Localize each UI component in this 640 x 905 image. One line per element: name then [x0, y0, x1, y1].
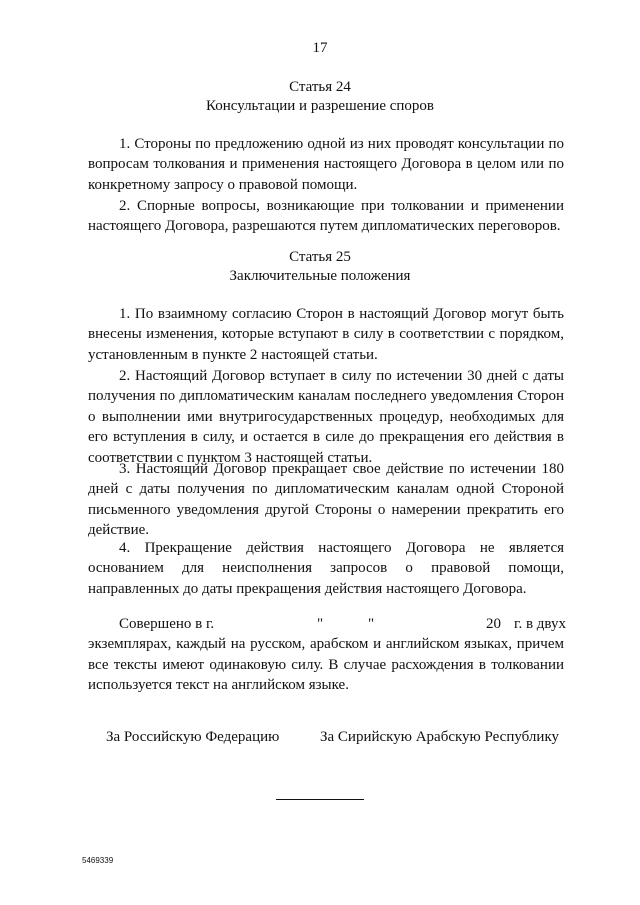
document-code: 5469339: [82, 856, 114, 865]
signature-line: [276, 799, 364, 800]
article-25-subtitle: Заключительные положения: [229, 268, 411, 284]
article-24-title: Статья 24: [289, 79, 351, 95]
quote-close: ": [368, 616, 375, 632]
article-24-subtitle: Консультации и разрешение споров: [205, 98, 435, 114]
completion-start: Совершено в г.: [119, 616, 215, 632]
quote-open: ": [317, 616, 324, 632]
article-25-title: Статья 25: [289, 249, 351, 265]
article-25-paragraph-3: 3. Настоящий Договор прекращает свое действие по истечении 180 дней с даты получения по дипломатическим каналам одной Стороной письменного уведомления другой Стороны о намерении прекратить его действие.: [88, 461, 564, 539]
after-year: г. в двух: [514, 616, 566, 632]
signature-russia: За Российскую Федерацию: [106, 729, 280, 745]
year-prefix: 20: [486, 616, 501, 632]
signature-syria: За Сирийскую Арабскую Республику: [320, 729, 560, 745]
completion-rest: экземплярах, каждый на русском, арабском и английском языках, причем все тексты имеют одинаковую силу. В случае расхождения в толковании используется текст на английском языке.: [88, 636, 564, 694]
article-25-paragraph-4: 4. Прекращение действия настоящего Договора не является основанием для неисполнения запросов о правовой помощи, направленных до даты прекращения действия настоящего Договора.: [88, 540, 564, 597]
article-24-paragraph-1: 1. Стороны по предложению одной из них проводят консультации по вопросам толкования и применения настоящего Договора в целом или по конкретному запросу о правовой помощи.: [88, 136, 564, 193]
completion-first-line: [88, 614, 564, 634]
page-number: 17: [312, 40, 328, 56]
article-24-paragraph-2: 2. Спорные вопросы, возникающие при толковании и применении настоящего Договора, разрешаются путем дипломатических переговоров.: [88, 198, 564, 235]
article-24-heading: [0, 78, 640, 116]
article-25-heading: [0, 248, 640, 286]
article-25-paragraph-2: 2. Настоящий Договор вступает в силу по истечении 30 дней с даты получения по дипломатическим каналам последнего уведомления Сторон о выполнении ими внутригосударственных процедур, необходимых для его вступления в силу, и остается в силе до прекращения его действия в соответствии с пунктом 3 настоящей статьи.: [88, 368, 564, 466]
completion-clause: [88, 614, 564, 696]
article-25-paragraph-1: 1. По взаимному согласию Сторон в настоящий Договор могут быть внесены изменения, которые вступают в силу в соответствии с порядком, установленным в пункте 2 настоящей статьи.: [88, 306, 564, 363]
